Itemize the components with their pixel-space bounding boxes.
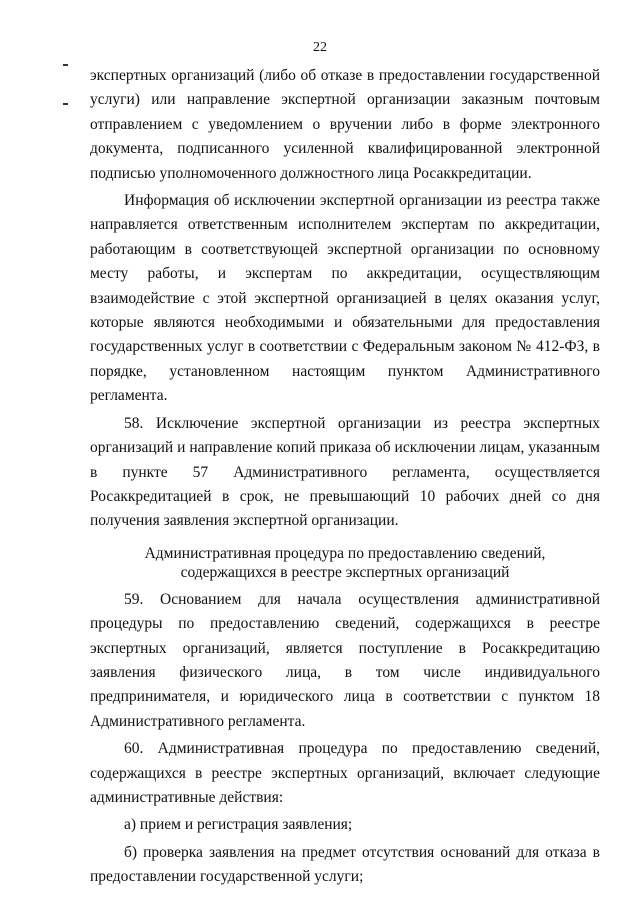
document-body xyxy=(90,64,600,890)
list-item-b: б) проверка заявления на предмет отсутствия оснований для отказа в предоставлении государственной услуги; xyxy=(90,843,600,886)
section-heading-line-1: Административная процедура по предоставлению сведений, xyxy=(144,544,546,562)
margin-mark xyxy=(63,64,68,66)
section-heading xyxy=(90,544,600,582)
paragraph-59: 59. Основанием для начала осуществления административной процедуры по предоставлению сведений, содержащихся в реестре экспертных организаций, является поступление в Росаккредитацию заявления физического лица, в том числе индивидуального предпринимателя, и юридического лица в соответствии с пунктом 18 Административного регламента. xyxy=(90,590,600,730)
section-heading-line-2: содержащихся в реестре экспертных организаций xyxy=(180,563,510,581)
paragraph-60: 60. Административная процедура по предоставлению сведений, содержащихся в реестре экспертных организаций, включает следующие административные действия: xyxy=(90,740,600,806)
paragraph-continuation: экспертных организаций (либо об отказе в предоставлении государственной услуги) или направление экспертной организации заказным почтовым отправлением с уведомлением о вручении либо в форме электронного документа, подписанного усиленной квалифицированной электронной подписью уполномоченного должностного лица Росаккредитации. xyxy=(90,67,600,182)
paragraph-58: 58. Исключение экспертной организации из реестра экспертных организаций и направление копий приказа об исключении лицам, указанным в пункте 57 Административного регламента, осуществляется Росаккредитацией в срок, не превышающий 10 рабочих дней со дня получения заявления экспертной организации. xyxy=(90,414,600,530)
margin-mark xyxy=(63,103,68,105)
page-number: 22 xyxy=(313,40,327,55)
paragraph-exclusion-info: Информация об исключении экспертной организации из реестра также направляется ответственным исполнителем экспертам по аккредитации, работающим в соответствующей экспертной организации по основному месту работы, и экспертам по аккредитации, осуществляющим взаимодействие с этой экспертной организацией в целях оказания услуг, которые являются необходимыми и обязательными для предоставления государственных услуг в соответствии с Федеральным законом № 412-ФЗ, в порядке, установленном настоящим пунктом Административного регламента. xyxy=(90,192,600,405)
list-item-a: а) прием и регистрация заявления; xyxy=(124,816,353,834)
